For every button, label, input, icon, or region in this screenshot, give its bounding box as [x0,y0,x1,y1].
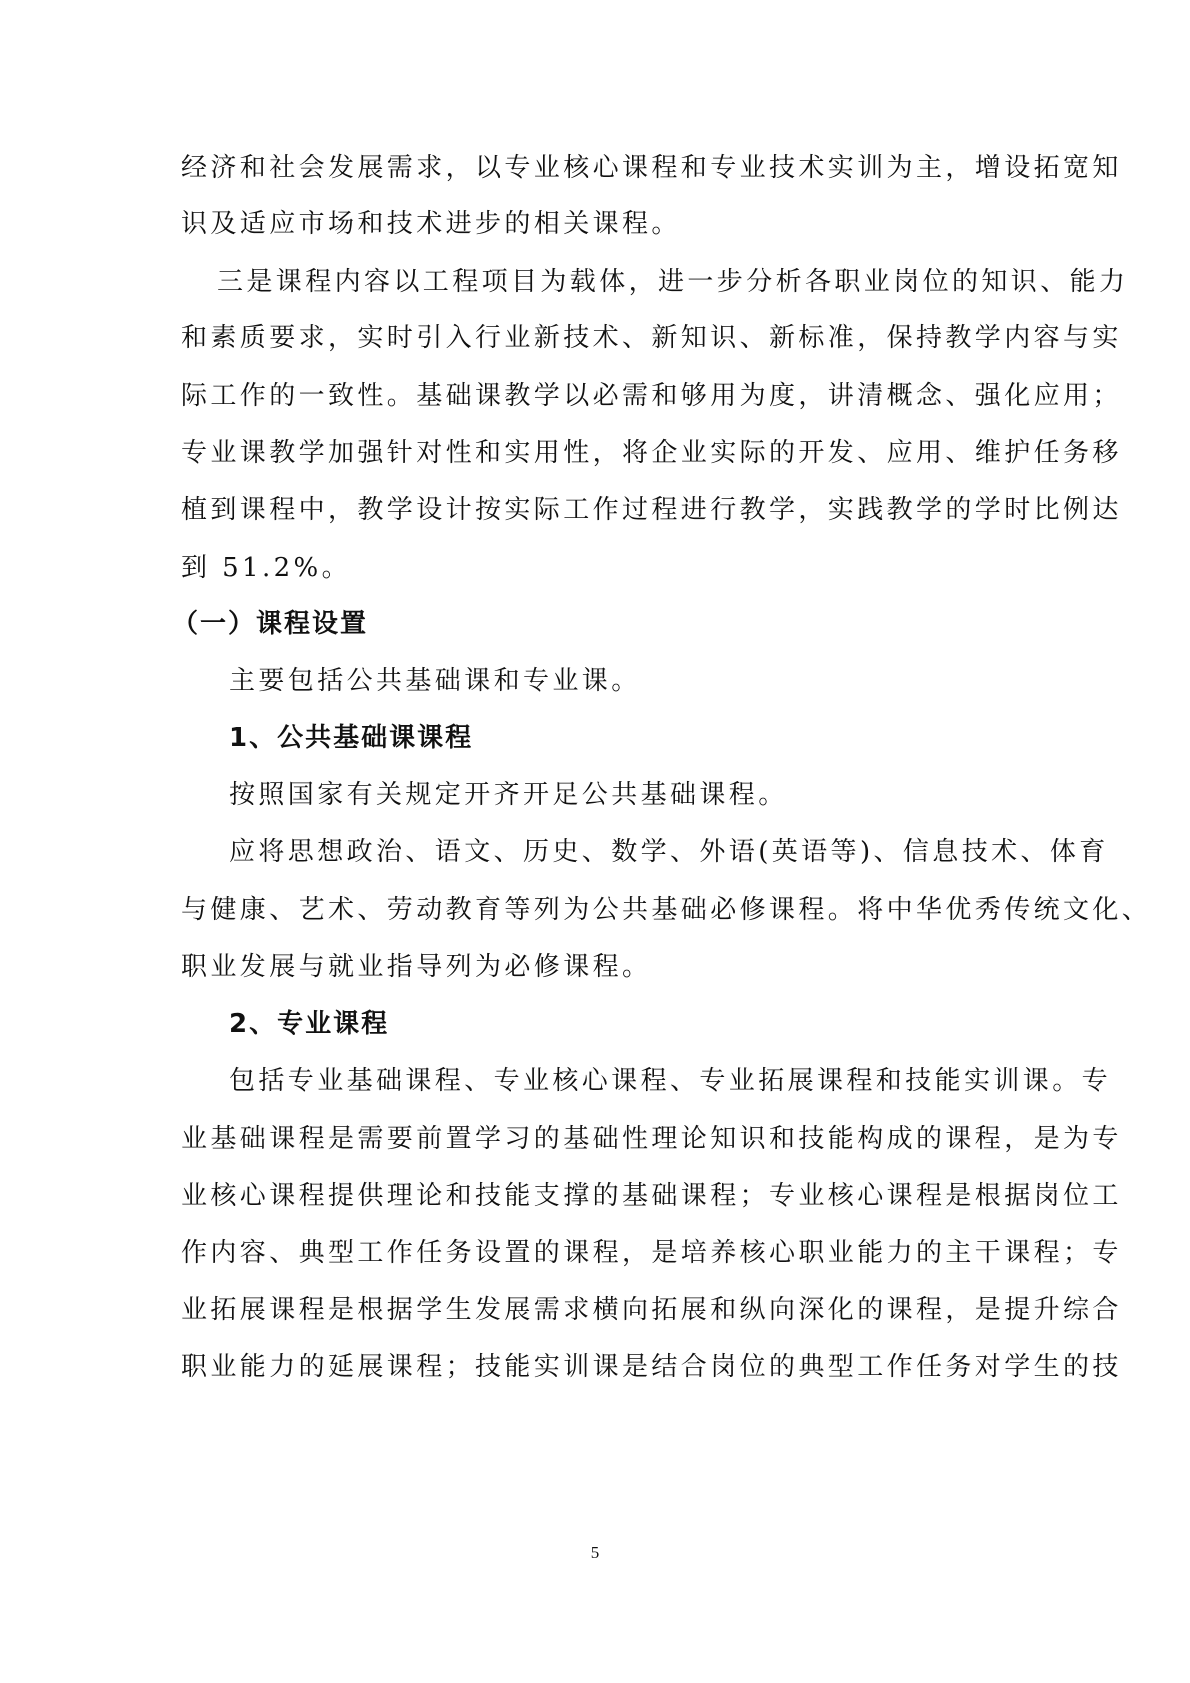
paragraph-first-line: 三是课程内容以工程项目为载体，进一步分析各职业岗位的知识、能力 [217,267,1129,297]
body-text-line: 职业发展与就业指导列为必修课程。 [181,952,652,982]
paragraph-first-line: 按照国家有关规定开齐开足公共基础课程。 [229,780,788,810]
paragraph-first-line: 包括专业基础课程、专业核心课程、专业拓展课程和技能实训课。专 [229,1066,1112,1096]
body-text-line: 业基础课程是需要前置学习的基础性理论知识和技能构成的课程，是为专 [181,1124,1122,1154]
page-number: 5 [590,1543,600,1562]
body-text-line: 识及适应市场和技术进步的相关课程。 [181,209,681,239]
body-text-line: 经济和社会发展需求，以专业核心课程和专业技术实训为主，增设拓宽知 [181,153,1122,183]
body-text-line: 职业能力的延展课程；技能实训课是结合岗位的典型工作任务对学生的技 [181,1352,1122,1382]
body-text-line: 植到课程中，教学设计按实际工作过程进行教学，实践教学的学时比例达 [181,495,1122,525]
paragraph-first-line: 主要包括公共基础课和专业课。 [229,666,641,696]
section-heading: （一）课程设置 [172,609,369,639]
body-text-line: 和素质要求，实时引入行业新技术、新知识、新标准，保持教学内容与实 [181,323,1122,353]
body-text-line: 与健康、艺术、劳动教育等列为公共基础必修课程。将中华优秀传统文化、 [181,895,1152,925]
body-text-line: 业核心课程提供理论和技能支撑的基础课程；专业核心课程是根据岗位工 [181,1181,1122,1211]
body-text-line: 作内容、典型工作任务设置的课程，是培养核心职业能力的主干课程；专 [181,1238,1122,1268]
subsection-heading: 2、专业课程 [229,1009,390,1039]
subsection-heading: 1、公共基础课课程 [229,723,474,753]
body-text-line: 专业课教学加强针对性和实用性，将企业实际的开发、应用、维护任务移 [181,438,1122,468]
body-text-line: 到 51.2%。 [181,553,352,583]
paragraph-first-line: 应将思想政治、语文、历史、数学、外语(英语等)、信息技术、体育 [229,837,1109,867]
body-text-line: 际工作的一致性。基础课教学以必需和够用为度，讲清概念、强化应用； [181,381,1122,411]
body-text-line: 业拓展课程是根据学生发展需求横向拓展和纵向深化的课程，是提升综合 [181,1295,1122,1325]
